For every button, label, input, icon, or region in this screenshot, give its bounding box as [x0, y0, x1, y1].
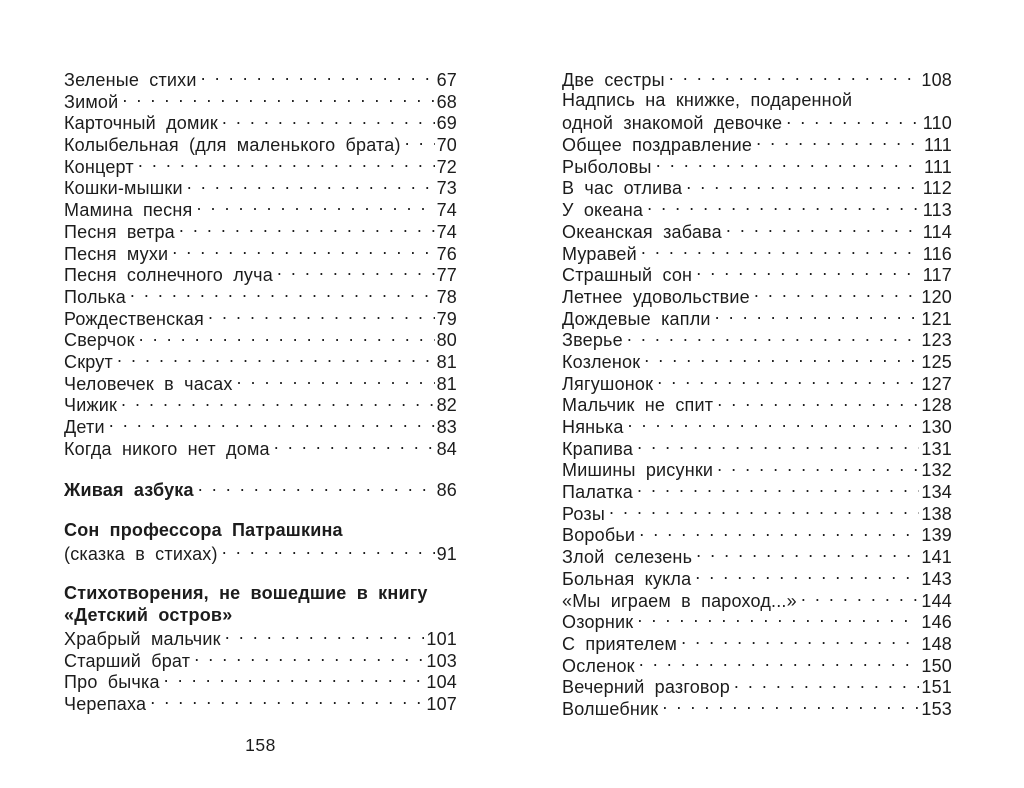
dot-leader	[274, 437, 435, 455]
toc-entry-page: 107	[426, 693, 457, 714]
dot-leader	[164, 670, 425, 688]
dot-leader	[639, 654, 920, 672]
toc-entry-page: 86	[436, 480, 457, 501]
dot-leader	[138, 155, 435, 173]
toc-entry-page: 82	[436, 395, 457, 416]
dot-leader	[179, 220, 435, 238]
dot-leader	[222, 542, 435, 560]
dot-leader	[109, 415, 435, 433]
toc-entry-title: Мальчик не спит	[562, 395, 714, 416]
dot-leader	[681, 632, 919, 650]
dot-leader	[756, 133, 922, 151]
toc-entry-title: Общее поздравление	[562, 135, 753, 156]
dot-leader	[639, 523, 919, 541]
toc-entry	[64, 155, 457, 177]
toc-entry-title: Концерт	[64, 156, 134, 177]
dot-leader	[628, 415, 920, 433]
toc-entry-title: «Мы играем в пароход...»	[562, 590, 797, 611]
toc-entry-title: Полька	[64, 286, 126, 307]
toc-entry-title: Зверье	[562, 330, 623, 351]
toc-entry	[64, 692, 457, 714]
toc-entry	[562, 567, 952, 589]
dot-leader	[669, 68, 920, 86]
toc-entry	[562, 242, 952, 264]
toc-entry-title: Зимой	[64, 91, 119, 112]
toc-entry-title: Кошки-мышки	[64, 178, 183, 199]
toc-entry-title: Колыбельная (для маленького брата)	[64, 135, 401, 156]
toc-entry-title: У океана	[562, 200, 644, 221]
toc-entry-page: 78	[436, 286, 457, 307]
toc-entry-title: Мамина песня	[64, 200, 193, 221]
toc-entry-page: 81	[436, 351, 457, 372]
toc-entry-page: 83	[436, 417, 457, 437]
toc-entry-title: Зеленые стихи	[64, 70, 197, 90]
toc-entry	[562, 198, 952, 220]
toc-entry	[64, 285, 457, 307]
toc-entry-page: 150	[921, 655, 952, 676]
toc-entry	[64, 111, 457, 133]
toc-entry-title: Летнее удовольствие	[562, 286, 750, 307]
toc-entry	[562, 610, 952, 632]
toc-entry	[64, 242, 457, 264]
toc-entry-page: 67	[436, 70, 457, 90]
toc-entry	[562, 437, 952, 459]
toc-entry-page: 153	[921, 698, 952, 719]
toc-entry	[64, 133, 457, 155]
dot-leader	[715, 307, 920, 325]
toc-entry-page: 81	[436, 373, 457, 394]
toc-entry-page: 113	[922, 200, 952, 221]
toc-entry-title: «Детский остров»	[64, 605, 233, 626]
toc-entry-page: 74	[436, 221, 457, 242]
toc-entry-page: 77	[436, 265, 457, 286]
toc-entry	[64, 583, 457, 605]
toc-entry	[562, 307, 952, 329]
dot-leader	[198, 478, 435, 496]
toc-entry	[64, 437, 457, 459]
toc-entry	[562, 176, 952, 198]
toc-entry	[562, 285, 952, 307]
dot-leader	[657, 372, 919, 390]
toc-entry-title: Сверчок	[64, 330, 135, 351]
toc-entry	[562, 632, 952, 654]
toc-entry-title: С приятелем	[562, 633, 678, 654]
toc-entry	[562, 111, 952, 133]
toc-entry-page: 134	[921, 482, 952, 503]
toc-entry-page: 101	[426, 628, 457, 649]
toc-entry-page: 120	[921, 286, 952, 307]
toc-entry-page: 111	[924, 135, 952, 156]
toc-entry-title: Лягушонок	[562, 373, 654, 394]
toc-entry	[562, 458, 952, 480]
toc-entry-title: Злой селезень	[562, 547, 693, 568]
dot-leader	[644, 350, 919, 368]
dot-leader	[237, 372, 435, 390]
toc-entry	[562, 372, 952, 394]
toc-entry-title: (сказка в стихах)	[64, 543, 218, 564]
toc-entry-title: Вечерний разговор	[562, 677, 730, 698]
toc-entry-title: Нянька	[562, 417, 624, 437]
toc-entry	[562, 654, 952, 676]
toc-entry-page: 117	[922, 265, 952, 286]
dot-leader	[641, 242, 921, 260]
toc-entry	[562, 697, 952, 719]
toc-entry-page: 144	[921, 590, 952, 611]
toc-entry-page: 74	[436, 200, 457, 221]
toc-entry	[64, 220, 457, 242]
toc-entry	[64, 478, 457, 500]
dot-leader	[208, 307, 435, 325]
dot-leader	[696, 263, 921, 281]
dot-leader	[717, 458, 919, 476]
toc-entry-title: Океанская забава	[562, 221, 722, 242]
dot-leader	[405, 133, 435, 151]
toc-entry	[562, 589, 952, 611]
toc-entry-title: Скрут	[64, 351, 113, 372]
toc-entry-page: 104	[426, 672, 457, 693]
dot-leader	[786, 111, 920, 129]
toc-entry	[562, 350, 952, 372]
dot-leader	[754, 285, 919, 303]
toc-entry-page: 130	[921, 417, 952, 437]
toc-entry	[64, 328, 457, 350]
toc-entry-page: 111	[924, 156, 952, 177]
toc-entry-page: 91	[436, 543, 457, 564]
dot-leader	[222, 111, 435, 129]
toc-column-right	[562, 68, 952, 719]
toc-entry	[562, 393, 952, 415]
toc-entry-title: одной знакомой девочке	[562, 113, 783, 134]
toc-entry	[64, 90, 457, 112]
toc-entry-title: Страшный сон	[562, 265, 693, 286]
toc-entry	[562, 68, 952, 90]
toc-entry-title: Волшебник	[562, 698, 659, 719]
toc-entry	[64, 627, 457, 649]
toc-entry-title: Про бычка	[64, 672, 160, 693]
toc-entry	[64, 68, 457, 90]
toc-entry	[562, 133, 952, 155]
toc-entry	[64, 350, 457, 372]
toc-entry-page: 143	[921, 568, 952, 589]
toc-entry-page: 69	[436, 113, 457, 134]
toc-entry-title: Рыболовы	[562, 156, 652, 177]
toc-entry-page: 114	[922, 221, 952, 242]
dot-leader	[130, 285, 435, 303]
toc-entry-page: 110	[922, 113, 952, 134]
toc-entry	[64, 263, 457, 285]
toc-entry-title: В час отлива	[562, 178, 683, 199]
toc-entry-title: Рождественская	[64, 308, 204, 329]
toc-entry-page: 139	[921, 525, 952, 546]
toc-entry-title: Две сестры	[562, 70, 665, 90]
toc-entry-page: 125	[921, 351, 952, 372]
dot-leader	[187, 176, 435, 194]
toc-entry-page: 128	[921, 395, 952, 416]
toc-entry	[64, 649, 457, 671]
toc-entry-title: Стихотворения, не вошедшие в книгу	[64, 583, 428, 604]
dot-leader	[194, 649, 424, 667]
toc-entry-title: Живая азбука	[64, 480, 194, 501]
toc-entry-title: Храбрый мальчик	[64, 628, 221, 649]
page-number: 158	[245, 735, 276, 755]
toc-entry-title: Песня ветра	[64, 221, 175, 242]
toc-entry	[562, 675, 952, 697]
toc-column-left	[64, 68, 457, 714]
toc-entry-page: 127	[921, 373, 952, 394]
toc-entry-page: 132	[921, 460, 952, 481]
dot-leader	[172, 242, 434, 260]
toc-entry	[562, 90, 952, 112]
toc-entry-page: 131	[921, 438, 952, 459]
toc-entry-page: 70	[436, 135, 457, 156]
toc-entry-title: Розы	[562, 503, 606, 524]
toc-entry	[562, 220, 952, 242]
toc-entry-page: 112	[922, 178, 952, 199]
dot-leader	[196, 198, 434, 216]
toc-entry-title: Больная кукла	[562, 568, 692, 589]
toc-entry-title: Черепаха	[64, 693, 147, 714]
dot-leader	[139, 328, 435, 346]
toc-entry-title: Крапива	[562, 438, 634, 459]
toc-entry-title: Надпись на книжке, подаренной	[562, 89, 853, 110]
toc-entry	[562, 480, 952, 502]
toc-entry-page: 72	[436, 156, 457, 177]
toc-entry	[64, 176, 457, 198]
toc-entry-title: Человечек в часах	[64, 373, 233, 394]
toc-entry-page: 80	[436, 330, 457, 351]
toc-entry-title: Палатка	[562, 482, 633, 503]
dot-leader	[734, 675, 919, 693]
toc-entry-title: Песня солнечного луча	[64, 265, 273, 286]
dot-leader	[662, 697, 919, 715]
toc-entry-page: 103	[426, 650, 457, 671]
dot-leader	[277, 263, 435, 281]
dot-leader	[225, 627, 425, 645]
toc-entry-page: 76	[436, 243, 457, 264]
dot-leader	[695, 567, 919, 585]
dot-leader	[122, 90, 434, 108]
toc-entry-title: Осленок	[562, 655, 635, 676]
toc-entry	[64, 198, 457, 220]
toc-entry-page: 151	[921, 677, 952, 698]
toc-entry-title: Воробьи	[562, 525, 636, 546]
dot-leader	[117, 350, 435, 368]
toc-entry	[562, 523, 952, 545]
dot-leader	[686, 176, 921, 194]
toc-entry	[562, 415, 952, 437]
dot-leader	[609, 502, 919, 520]
dot-leader	[801, 589, 920, 607]
toc-entry-page: 121	[921, 308, 952, 329]
toc-entry-title: Песня мухи	[64, 243, 169, 264]
dot-leader	[121, 393, 435, 411]
toc-entry	[64, 520, 457, 542]
toc-entry-title: Озорник	[562, 612, 634, 633]
toc-entry-title: Старший брат	[64, 650, 191, 671]
toc-entry	[64, 670, 457, 692]
toc-entry-page: 138	[921, 503, 952, 524]
toc-entry-page: 146	[921, 612, 952, 633]
toc-entry-title: Когда никого нет дома	[64, 438, 270, 459]
toc-entry-title: Дождевые капли	[562, 308, 711, 329]
dot-leader	[656, 155, 922, 173]
toc-entry-page: 116	[922, 243, 952, 264]
dot-leader	[647, 198, 921, 216]
toc-entry	[562, 545, 952, 567]
toc-entry-page: 141	[921, 547, 952, 568]
dot-leader	[637, 437, 919, 455]
dot-leader	[627, 328, 920, 346]
toc-entry-page: 123	[921, 330, 952, 351]
dot-leader	[637, 610, 919, 628]
toc-entry	[562, 155, 952, 177]
toc-entry-page: 68	[436, 91, 457, 112]
toc-entry-page: 73	[436, 178, 457, 199]
dot-leader	[150, 692, 424, 710]
toc-entry	[562, 328, 952, 350]
dot-leader	[726, 220, 921, 238]
dot-leader	[717, 393, 919, 411]
toc-entry-title: Чижик	[64, 395, 118, 416]
toc-entry	[64, 415, 457, 437]
dot-leader	[201, 68, 435, 86]
toc-entry-page: 79	[436, 308, 457, 329]
toc-entry-title: Мишины рисунки	[562, 460, 714, 481]
toc-entry	[64, 393, 457, 415]
toc-entry	[562, 502, 952, 524]
dot-leader	[637, 480, 919, 498]
toc-entry-title: Козленок	[562, 351, 641, 372]
toc-entry	[64, 542, 457, 564]
toc-entry-title: Сон профессора Патрашкина	[64, 520, 343, 541]
dot-leader	[696, 545, 919, 563]
toc-entry-page: 148	[921, 633, 952, 654]
toc-entry	[64, 307, 457, 329]
toc-entry-title: Муравей	[562, 243, 637, 264]
toc-entry	[562, 263, 952, 285]
toc-entry	[64, 605, 457, 627]
toc-entry	[64, 372, 457, 394]
toc-entry-page: 108	[921, 70, 952, 90]
toc-entry-page: 84	[436, 438, 457, 459]
toc-entry-title: Дети	[64, 417, 105, 437]
toc-entry-title: Карточный домик	[64, 113, 218, 134]
